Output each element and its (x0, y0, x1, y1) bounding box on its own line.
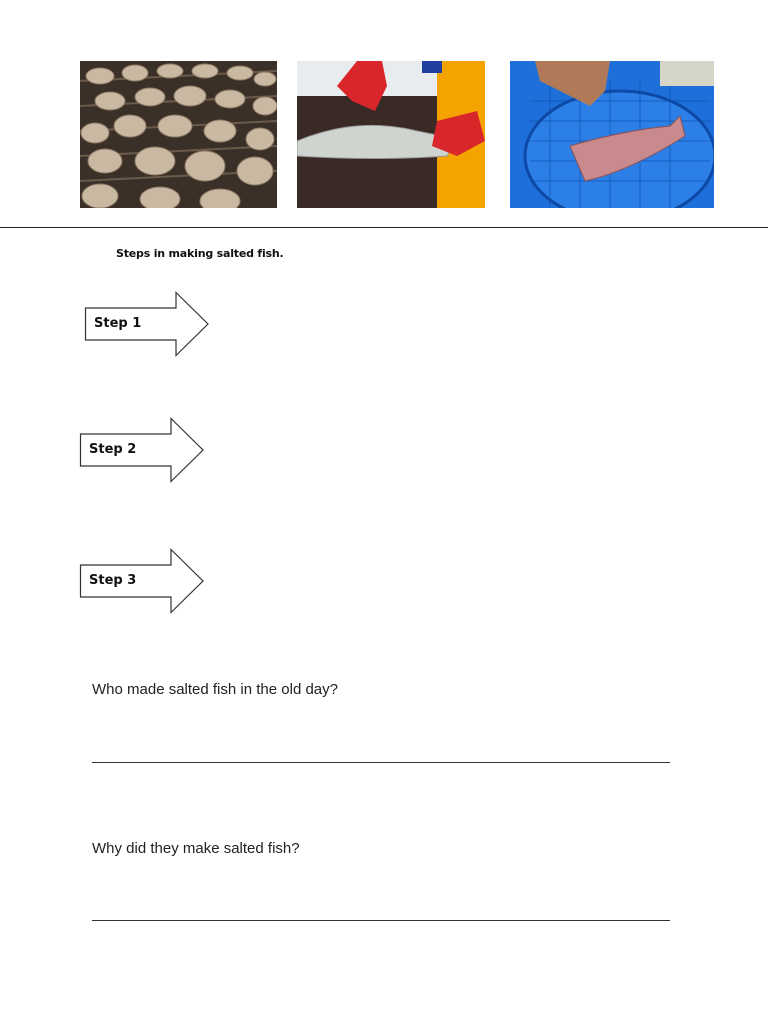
step-3-label: Step 3 (89, 573, 137, 588)
question-2-text: Why did they make salted fish? (92, 840, 300, 857)
step-3-arrow (79, 548, 205, 614)
header-divider (0, 227, 768, 228)
question-1-text: Who made salted fish in the old day? (92, 681, 338, 698)
step-1-label: Step 1 (94, 316, 142, 331)
step-1-arrow (84, 291, 210, 357)
drying-fish-rack-photo (80, 61, 277, 208)
filleting-fish-photo (297, 61, 485, 208)
answer-1-line[interactable] (92, 762, 670, 763)
rinsing-fish-basket-photo (510, 61, 714, 208)
step-2-arrow (79, 417, 205, 483)
answer-2-line[interactable] (92, 920, 670, 921)
step-2-label: Step 2 (89, 442, 137, 457)
page-subtitle: Steps in making salted fish. (116, 247, 284, 260)
